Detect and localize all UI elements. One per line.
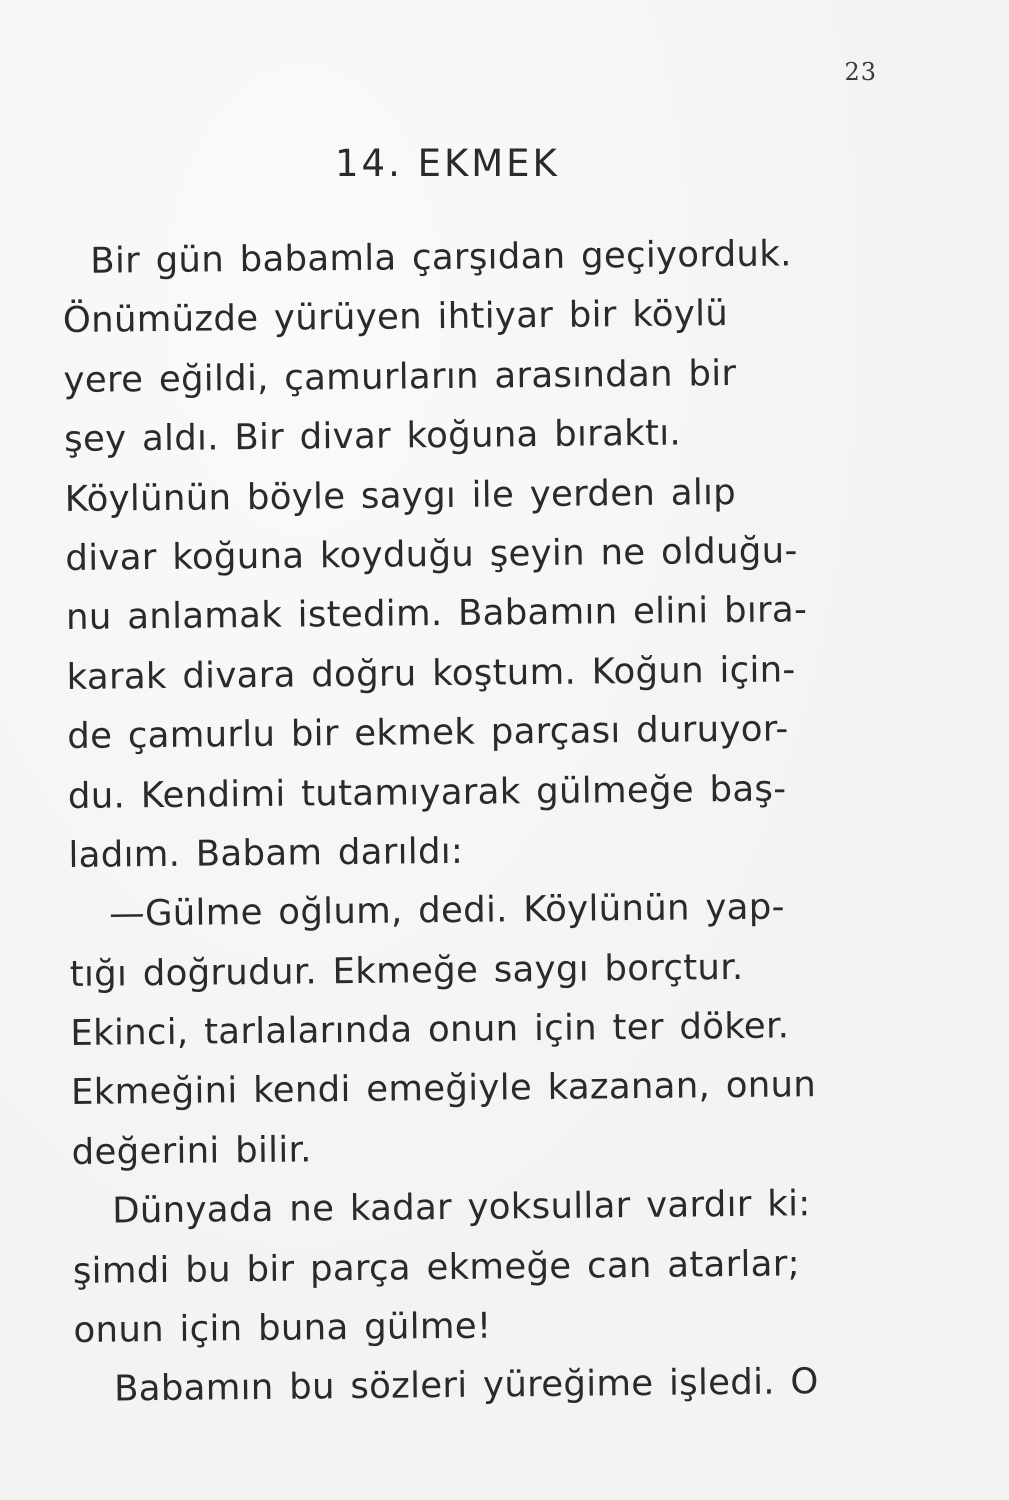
text-line: ladım. Babam darıldı: — [68, 830, 464, 876]
text-line: değerini bilir. — [71, 1129, 312, 1173]
text-line: şey aldı. Bir divar koğuna bıraktı. — [63, 412, 682, 461]
page-number: 23 — [844, 58, 877, 86]
text-line: karak divara doğru koştum. Koğun için- — [66, 649, 796, 698]
text-line: —Gülme oğlum, dedi. Köylünün yap- — [108, 886, 785, 935]
text-line: du. Kendimi tutamıyarak gülmeğe baş- — [67, 767, 787, 817]
text-line: divar koğuna koyduğu şeyin ne olduğu- — [65, 530, 798, 579]
text-line: Babamın bu sözleri yüreğime işledi. O — [113, 1361, 819, 1410]
text-line: Ekmeğini kendi emeğiyle kazanan, onun — [70, 1064, 817, 1114]
text-line: Köylünün böyle saygı ile yerden alıp — [64, 471, 737, 520]
text-line: de çamurlu bir ekmek parçası duruyor- — [67, 708, 789, 758]
body-text — [62, 223, 924, 1420]
text-line: Dünyada ne kadar yoksullar vardır ki: — [112, 1183, 811, 1232]
text-line: Önümüzde yürüyen ihtiyar bir köylü — [62, 293, 729, 342]
text-line: Bir gün babamla çarşıdan geçiyorduk. — [90, 233, 792, 282]
text-line: onun için buna gülme! — [73, 1305, 492, 1351]
text-line: nu anlamak istedim. Babamın elini bıra- — [65, 589, 808, 639]
text-line: tığı doğrudur. Ekmeğe saygı borçtur. — [69, 946, 744, 995]
text-line: yere eğildi, çamurların arasından bir — [63, 352, 737, 401]
chapter-title: 14. EKMEK — [335, 142, 560, 185]
text-line: şimdi bu bir parça ekmeğe can atarlar; — [72, 1242, 801, 1292]
text-line: Ekinci, tarlalarında onun için ter döker. — [70, 1005, 790, 1055]
